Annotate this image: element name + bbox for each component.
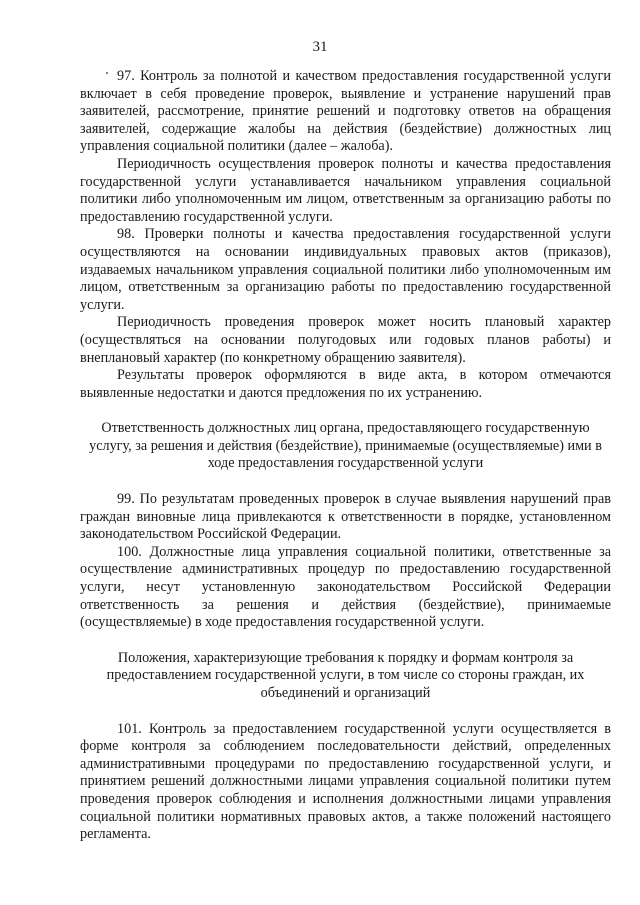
paragraph-98-results: Результаты проверок оформляются в виде акта, в котором отмечаются выявленные недостатки и даются предложения по их устранению. (80, 367, 611, 401)
paragraph-97: 97. Контроль за полнотой и качеством предоставления государственной услуги включает в себя проведение проверок, выявление и устранение нарушений прав заявителей, рассмотрение, принятие решений и подготовку ответов на обращения заявителей, содержащие жалобы на действия (бездействие) должностных лиц управления социальной политики (далее – жалоба). (80, 68, 611, 155)
paragraph-98-periodicity: Периодичность проведения проверок может носить плановый характер (осуществляться на основании полугодовых или годовых планов работы) и внеплановый характер (по конкретному обращению заявителя). (80, 314, 611, 366)
paragraph-99: 99. По результатам проведенных проверок в случае выявления нарушений прав граждан виновные лица привлекаются к ответственности в порядке, установленном законодательством Российской Федерации. (80, 491, 611, 543)
section-heading-responsibility: Ответственность должностных лиц органа, предоставляющего государственную услугу, за решения и действия (бездействие), принимаемые (осуществляемые) ими в ходе предоставления государственной услуги (89, 420, 602, 472)
paragraph-101: 101. Контроль за предоставлением государственной услуги осуществляется в форме контроля за соблюдением последовательности действий, определенных административными процедурами по предоставлению государственной услуги, и принятием решений должностными лицами управления социальной политики путем проведения проверок соблюдения и исполнения должностными лицами управления социальной политики нормативных правовых актов, а также положений настоящего регламента. (80, 720, 611, 843)
section-heading-control-provisions: Положения, характеризующие требования к порядку и формам контроля за предоставлением государственной услуги, в том числе со стороны граждан, их объединений и организаций (106, 649, 585, 701)
paragraph-100: 100. Должностные лица управления социальной политики, ответственные за осуществление административных процедур по предоставлению государственной услуги, несут установленную законодательством Российской Федерации ответственность за решения и действия (бездействие), принимаемые (осуществляемые) в ходе предоставления государственной услуги. (80, 543, 611, 631)
paragraph-97-periodicity: Периодичность осуществления проверок полноты и качества предоставления государственной услуги устанавливается начальником управления социальной политики либо уполномоченным им лицом, ответственным за организацию работы по предоставлению государственной услуги. (80, 155, 611, 225)
paragraph-98: 98. Проверки полноты и качества предоставления государственной услуги осуществляются на основании индивидуальных правовых актов (приказов), издаваемых начальником управления социальной политики либо уполномоченным им лицом, ответственным за организацию работы по предоставлению государственной услуги. (80, 226, 611, 313)
document-body (80, 68, 611, 844)
page-number: 31 (312, 39, 328, 55)
